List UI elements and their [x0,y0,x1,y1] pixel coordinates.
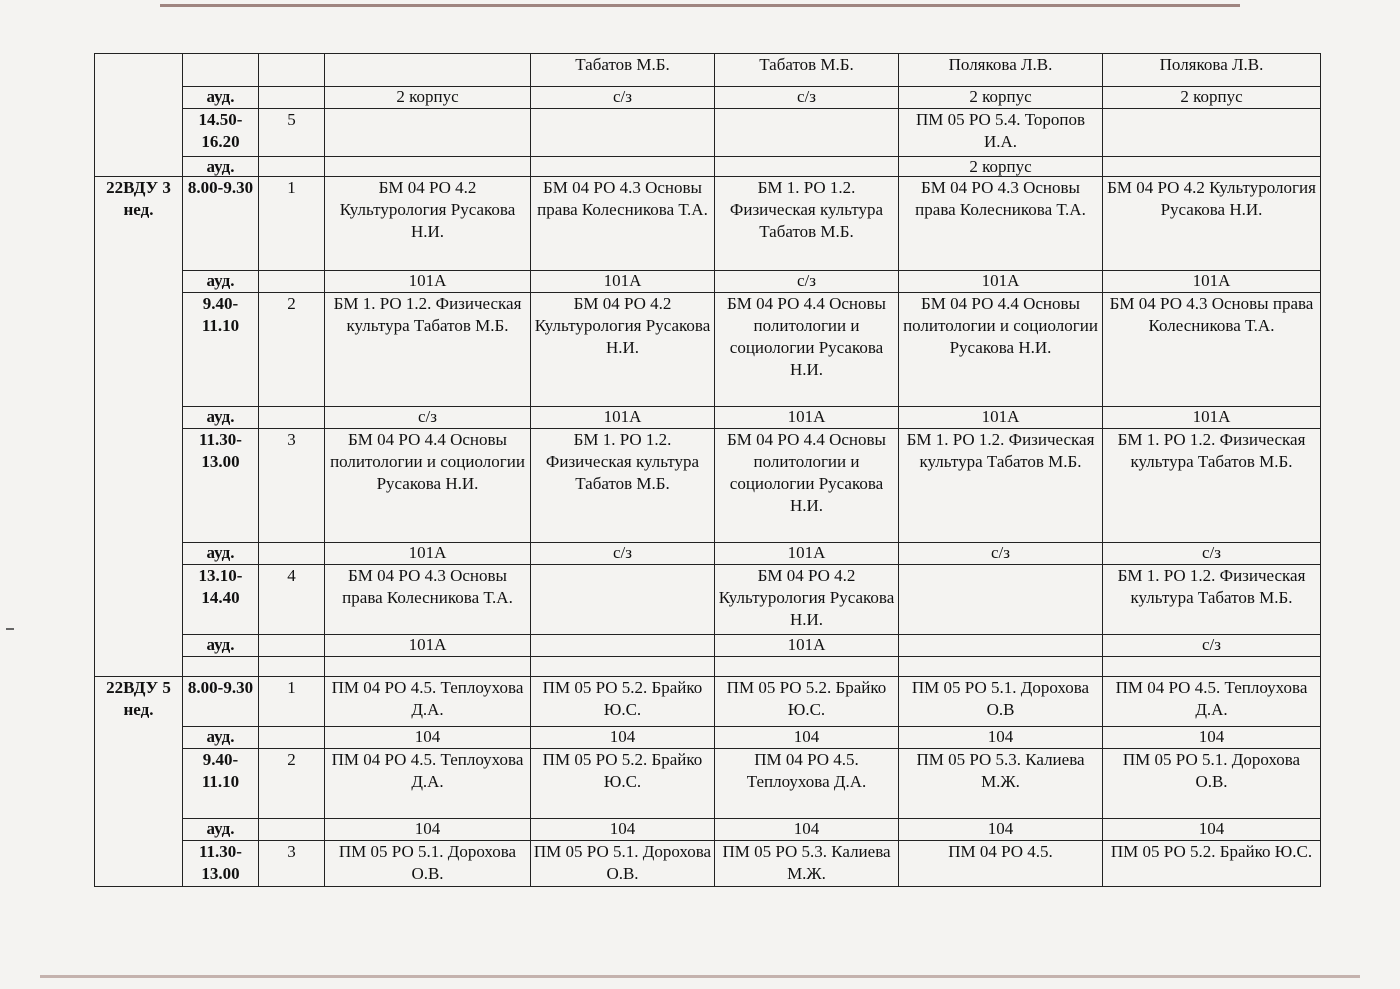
lesson-cell: БМ 04 РО 4.3 Основы права Колесникова Т.А. [1103,293,1321,407]
lesson-cell: ПМ 05 РО 5.2. Брайко Ю.С. [531,677,715,727]
aud-row [95,727,1321,749]
lesson-cell: ПМ 05 РО 5.2. Брайко Ю.С. [1103,841,1321,887]
lesson-cell: БМ 04 РО 4.3 Основы права Колесникова Т.А. [531,177,715,271]
aud-cell: 2 корпус [899,87,1103,109]
header-cell [325,54,531,87]
aud-label: ауд. [183,635,259,657]
aud-cell: 104 [899,727,1103,749]
aud-cell [531,157,715,177]
lesson-cell: ПМ 05 РО 5.3. Калиева М.Ж. [899,749,1103,819]
aud-cell: 104 [1103,727,1321,749]
lesson-cell [531,565,715,635]
lesson-cell: БМ 04 РО 4.4 Основы политологии и социологии Русакова Н.И. [325,429,531,543]
lesson-cell: БМ 04 РО 4.4 Основы политологии и социологии Русакова Н.И. [715,429,899,543]
spacer-row [95,657,1321,677]
lesson-cell [325,109,531,157]
lesson-cell: ПМ 05 РО 5.2. Брайко Ю.С. [531,749,715,819]
aud-row [95,157,1321,177]
pair-row [95,109,1321,157]
group-label: 22ВДУ 5 нед. [95,677,183,887]
pair-row [95,177,1321,271]
header-cell: Полякова Л.В. [1103,54,1321,87]
lesson-cell: БМ 04 РО 4.3 Основы права Колесникова Т.А. [325,565,531,635]
aud-label: ауд. [183,543,259,565]
lesson-cell: ПМ 05 РО 5.1. Дорохова О.В. [1103,749,1321,819]
aud-cell: 104 [715,819,899,841]
pair-row [95,565,1321,635]
lesson-cell: БМ 1. РО 1.2. Физическая культура Табатов М.Б. [531,429,715,543]
lesson-cell: ПМ 04 РО 4.5. Теплоухова Д.А. [325,677,531,727]
scan-top-edge [160,4,1240,7]
lesson-cell: БМ 04 РО 4.4 Основы политологии и социологии Русакова Н.И. [899,293,1103,407]
aud-cell: 101А [1103,407,1321,429]
pair-time: 8.00-9.30 [183,677,259,727]
header-cell: Табатов М.Б. [715,54,899,87]
num-cell [259,87,325,109]
pair-row [95,749,1321,819]
lesson-cell [1103,109,1321,157]
aud-cell: 104 [325,727,531,749]
aud-cell: с/з [531,87,715,109]
aud-cell: 104 [1103,819,1321,841]
aud-cell: 104 [531,819,715,841]
pair-row [95,293,1321,407]
lesson-cell: БМ 1. РО 1.2. Физическая культура Табатов М.Б. [325,293,531,407]
aud-cell: 101А [899,271,1103,293]
aud-cell: с/з [715,271,899,293]
lesson-cell: ПМ 05 РО 5.1. Дорохова О.В. [325,841,531,887]
header-row-teachers [95,54,1321,87]
aud-cell [1103,157,1321,177]
pair-time: 9.40-11.10 [183,749,259,819]
aud-cell: 104 [325,819,531,841]
aud-cell: 101А [715,635,899,657]
aud-cell: 101А [531,271,715,293]
pair-row [95,677,1321,727]
pair-number: 3 [259,841,325,887]
header-cell [183,54,259,87]
aud-label: ауд. [183,727,259,749]
lesson-cell [715,109,899,157]
pair-number: 1 [259,177,325,271]
aud-cell: 2 корпус [899,157,1103,177]
lesson-cell: БМ 1. РО 1.2. Физическая культура Табатов М.Б. [1103,429,1321,543]
aud-cell: с/з [325,407,531,429]
aud-cell: с/з [1103,635,1321,657]
lesson-cell: БМ 1. РО 1.2. Физическая культура Табатов М.Б. [1103,565,1321,635]
num-cell [259,407,325,429]
aud-label: ауд. [183,157,259,177]
lesson-cell: ПМ 04 РО 4.5. Теплоухова Д.А. [325,749,531,819]
aud-cell: 101А [325,543,531,565]
aud-cell: с/з [715,87,899,109]
group-cell-empty [95,54,183,177]
num-cell [259,157,325,177]
pair-time: 11.30-13.00 [183,841,259,887]
lesson-cell [531,109,715,157]
num-cell [259,271,325,293]
pair-row [95,841,1321,887]
pair-number: 2 [259,293,325,407]
pair-row [95,429,1321,543]
aud-cell [899,635,1103,657]
aud-label: ауд. [183,407,259,429]
lesson-cell: БМ 1. РО 1.2. Физическая культура Табатов М.Б. [899,429,1103,543]
lesson-cell: БМ 1. РО 1.2. Физическая культура Табатов М.Б. [715,177,899,271]
lesson-cell: ПМ 04 РО 4.5. Теплоухова Д.А. [715,749,899,819]
aud-cell: 101А [715,407,899,429]
pair-number: 5 [259,109,325,157]
scan-bottom-edge [40,975,1360,978]
aud-label: ауд. [183,271,259,293]
pair-time: 14.50-16.20 [183,109,259,157]
num-cell [259,635,325,657]
aud-cell: 101А [899,407,1103,429]
aud-row [95,543,1321,565]
lesson-cell [899,565,1103,635]
scan-margin-mark [6,628,14,630]
aud-cell [531,635,715,657]
aud-cell: 104 [531,727,715,749]
header-row-aud [95,87,1321,109]
aud-cell: 2 корпус [1103,87,1321,109]
lesson-cell: ПМ 05 РО 5.1. Дорохова О.В. [531,841,715,887]
pair-time: 13.10-14.40 [183,565,259,635]
lesson-cell: ПМ 05 РО 5.1. Дорохова О.В [899,677,1103,727]
pair-number: 4 [259,565,325,635]
lesson-cell: ПМ 04 РО 4.5. [899,841,1103,887]
lesson-cell: ПМ 05 РО 5.4. Торопов И.А. [899,109,1103,157]
aud-cell: 101А [325,635,531,657]
pair-number: 2 [259,749,325,819]
lesson-cell: БМ 04 РО 4.2 Культурология Русакова Н.И. [325,177,531,271]
pair-number: 1 [259,677,325,727]
aud-cell: 101А [531,407,715,429]
header-cell: Полякова Л.В. [899,54,1103,87]
lesson-cell: ПМ 05 РО 5.2. Брайко Ю.С. [715,677,899,727]
schedule-table [94,53,1321,887]
lesson-cell: БМ 04 РО 4.2 Культурология Русакова Н.И. [715,565,899,635]
aud-cell [715,157,899,177]
num-cell [259,727,325,749]
aud-cell: 101А [715,543,899,565]
aud-cell: с/з [531,543,715,565]
lesson-cell: ПМ 05 РО 5.3. Калиева М.Ж. [715,841,899,887]
aud-row [95,271,1321,293]
aud-cell: 104 [899,819,1103,841]
pair-time: 11.30-13.00 [183,429,259,543]
aud-row [95,635,1321,657]
num-cell [259,543,325,565]
lesson-cell: БМ 04 РО 4.2 Культурология Русакова Н.И. [1103,177,1321,271]
pair-time: 9.40-11.10 [183,293,259,407]
aud-cell [325,157,531,177]
lesson-cell: БМ 04 РО 4.2 Культурология Русакова Н.И. [531,293,715,407]
lesson-cell: ПМ 04 РО 4.5. Теплоухова Д.А. [1103,677,1321,727]
header-cell: Табатов М.Б. [531,54,715,87]
header-cell [259,54,325,87]
aud-label: ауд. [183,87,259,109]
pair-number: 3 [259,429,325,543]
aud-row [95,407,1321,429]
num-cell [259,819,325,841]
aud-row [95,819,1321,841]
aud-cell: 104 [715,727,899,749]
aud-cell: 2 корпус [325,87,531,109]
pair-time: 8.00-9.30 [183,177,259,271]
aud-cell: с/з [899,543,1103,565]
aud-cell: с/з [1103,543,1321,565]
aud-label: ауд. [183,819,259,841]
lesson-cell: БМ 04 РО 4.4 Основы политологии и социологии Русакова Н.И. [715,293,899,407]
aud-cell: 101А [1103,271,1321,293]
aud-cell: 101А [325,271,531,293]
lesson-cell: БМ 04 РО 4.3 Основы права Колесникова Т.А. [899,177,1103,271]
group-label: 22ВДУ 3 нед. [95,177,183,677]
